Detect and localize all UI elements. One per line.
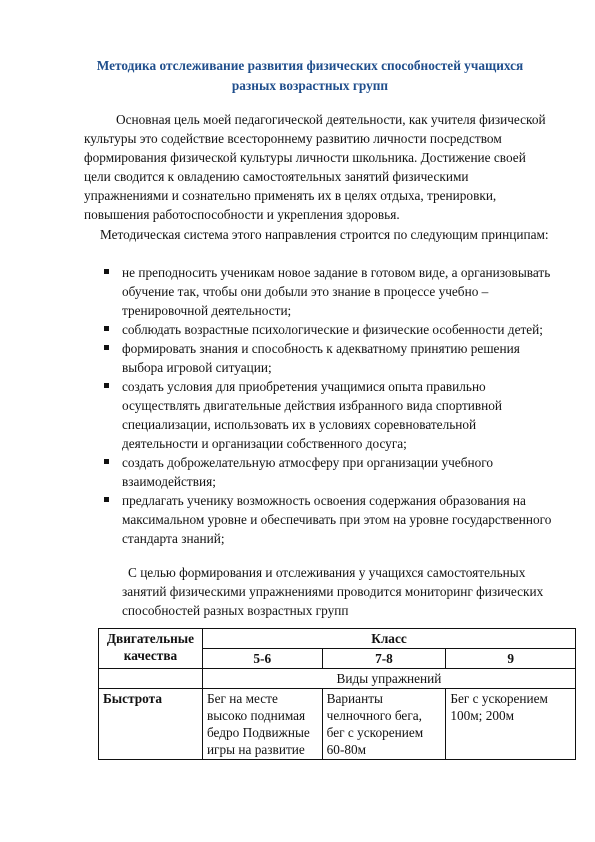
bullet-icon — [104, 269, 109, 274]
quality-column-header: Двигательные качества — [99, 629, 203, 669]
table-row — [99, 689, 576, 760]
table-header-row — [99, 629, 576, 649]
monitoring-table — [98, 628, 576, 760]
principles-intro-block — [84, 225, 554, 244]
list-item-text: предлагать ученику возможность освоения содержания образования на максимальном уровне и обеспечивать при этом на уровне государственного стандарта знаний; — [122, 493, 552, 546]
class-header: Класс — [202, 629, 575, 649]
exercise-types-header: Виды упражнений — [202, 669, 575, 689]
exercise-cell: Бег на месте высоко поднимая бедро Подвижные игры на развитие — [202, 689, 322, 760]
list-item — [104, 339, 554, 377]
bullet-icon — [104, 383, 109, 388]
list-item-text: не преподносить ученикам новое задание в готовом виде, а организовывать обучение так, чтобы они добыли это знание в процессе учебно – тренировочной деятельности; — [122, 265, 551, 318]
quality-cell: Быстрота — [99, 689, 203, 760]
bullet-icon — [104, 326, 109, 331]
list-item — [104, 263, 554, 320]
exercise-cell: Варианты челночного бега, бег с ускорением 60-80м — [322, 689, 446, 760]
bullet-icon — [104, 345, 109, 350]
list-item-text: создать условия для приобретения учащимися опыта правильно осуществлять двигательные действия избранного вида спортивной специализации, использовать их в условиях соревновательной деятельности и организации собственного досуга; — [122, 379, 503, 451]
monitoring-paragraph-block — [122, 563, 554, 620]
list-item — [104, 377, 554, 453]
document-title — [70, 56, 550, 96]
list-item-text: соблюдать возрастные психологические и физические особенности детей; — [122, 322, 543, 337]
table-subheader-row — [99, 669, 576, 689]
empty-cell — [99, 669, 203, 689]
title-line-1: Методика отслеживание развития физических способностей учащихся — [96, 58, 524, 73]
intro-paragraph-block — [84, 110, 554, 224]
grade-header: 7-8 — [322, 649, 446, 669]
grade-header: 9 — [446, 649, 576, 669]
principles-intro: Методическая система этого направления строится по следующим принципам: — [100, 227, 549, 242]
grade-header: 5-6 — [202, 649, 322, 669]
monitoring-paragraph: С целью формирования и отслеживания у учащихся самостоятельных занятий физическими упражнениями проводится мониторинг физических способностей разных возрастных групп — [122, 565, 544, 618]
list-item — [104, 320, 554, 339]
exercise-cell: Бег с ускорением 100м; 200м — [446, 689, 576, 760]
list-item — [104, 453, 554, 491]
bullet-icon — [104, 497, 109, 502]
list-item — [104, 491, 554, 548]
list-item-text: формировать знания и способность к адекватному принятию решения выбора игровой ситуации; — [122, 341, 520, 375]
intro-paragraph: Основная цель моей педагогической деятельности, как учителя физической культуры это содействие всестороннему развитию личности посредством формирования физической культуры личности школьника. Достижение своей цели сводится к овладению самостоятельных занятий физическими упражнениями и сознательно применять их в целях отдыха, тренировки, повышения работоспособности и укрепления здоровья. — [84, 112, 546, 222]
list-item-text: создать доброжелательную атмосферу при организации учебного взаимодействия; — [122, 455, 494, 489]
principles-list — [104, 263, 554, 548]
bullet-icon — [104, 459, 109, 464]
title-line-2: разных возрастных групп — [231, 78, 389, 93]
